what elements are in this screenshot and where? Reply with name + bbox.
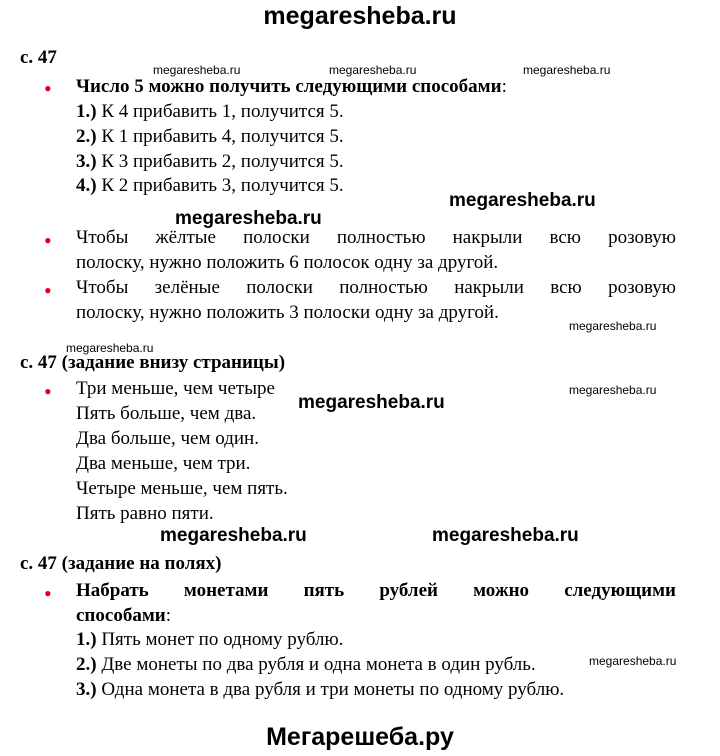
bullet-heading-colon: : (165, 605, 171, 626)
bullet-heading-1 (76, 76, 507, 98)
watermark: megaresheba.ru (175, 208, 322, 229)
statement-line: Два больше, чем один. (76, 428, 259, 449)
item-text: Пять монет по одному рублю. (96, 629, 344, 650)
bullet-marker: • (44, 278, 52, 303)
item-text: Две монеты по два рубля и одна монета в один рубль. (96, 654, 536, 675)
item-number: 2.) (76, 654, 97, 675)
watermark: megaresheba.ru (329, 63, 417, 77)
list-item (76, 101, 344, 123)
watermark: megaresheba.ru (432, 525, 579, 546)
watermark: megaresheba.ru (66, 341, 154, 355)
section-title-2: с. 47 (задание внизу страницы) (20, 352, 286, 373)
item-number: 4.) (76, 175, 97, 196)
item-number: 3.) (76, 679, 97, 700)
item-text: К 3 прибавить 2, получится 5. (96, 151, 344, 172)
watermark: megaresheba.ru (160, 525, 307, 546)
paragraph-line: полоску, нужно положить 6 полосок одну за другой. (76, 252, 499, 273)
bullet-heading-text: способами (76, 605, 166, 626)
watermark: megaresheba.ru (569, 319, 657, 333)
watermark: megaresheba.ru (298, 392, 445, 413)
statement-line: Три меньше, чем четыре (76, 378, 275, 399)
site-footer: Мегарешеба.ру (266, 723, 454, 751)
list-item (76, 679, 564, 701)
item-number: 3.) (76, 151, 97, 172)
paragraph-line: Чтобы жёлтые полоски полностью накрыли всю розовую (76, 227, 676, 248)
bullet-marker: • (44, 581, 52, 606)
section-title-3: с. 47 (задание на полях) (20, 553, 222, 574)
paragraph-line: полоску, нужно положить 3 полоски одну за другой. (76, 302, 499, 323)
statement-line: Пять равно пяти. (76, 503, 214, 524)
item-number: 1.) (76, 629, 97, 650)
bullet-heading-text: Число 5 можно получить следующими способами (76, 76, 502, 97)
list-item (76, 175, 344, 197)
bullet-marker: • (44, 379, 52, 404)
bullet-marker: • (44, 76, 52, 101)
watermark: megaresheba.ru (523, 63, 611, 77)
item-text: Одна монета в два рубля и три монеты по одному рублю. (96, 679, 565, 700)
list-item (76, 126, 344, 148)
watermark: megaresheba.ru (153, 63, 241, 77)
item-text: К 2 прибавить 3, получится 5. (96, 175, 344, 196)
item-number: 1.) (76, 101, 97, 122)
bullet-heading-3-line1: Набрать монетами пять рублей можно следующими (76, 580, 676, 601)
list-item (76, 654, 536, 676)
bullet-heading-colon: : (501, 76, 507, 97)
statement-line: Четыре меньше, чем пять. (76, 478, 288, 499)
item-text: К 1 прибавить 4, получится 5. (96, 126, 344, 147)
site-header: megaresheba.ru (263, 2, 457, 30)
statement-line: Два меньше, чем три. (76, 453, 251, 474)
list-item (76, 151, 344, 173)
watermark: megaresheba.ru (569, 383, 657, 397)
watermark: megaresheba.ru (589, 654, 677, 668)
list-item (76, 629, 343, 651)
statement-line: Пять больше, чем два. (76, 403, 257, 424)
item-text: К 4 прибавить 1, получится 5. (96, 101, 344, 122)
watermark: megaresheba.ru (449, 190, 596, 211)
item-number: 2.) (76, 126, 97, 147)
bullet-heading-3-line2 (76, 605, 171, 627)
paragraph-line: Чтобы зелёные полоски полностью накрыли всю розовую (76, 277, 676, 298)
section-title-1: с. 47 (20, 47, 57, 68)
bullet-marker: • (44, 228, 52, 253)
